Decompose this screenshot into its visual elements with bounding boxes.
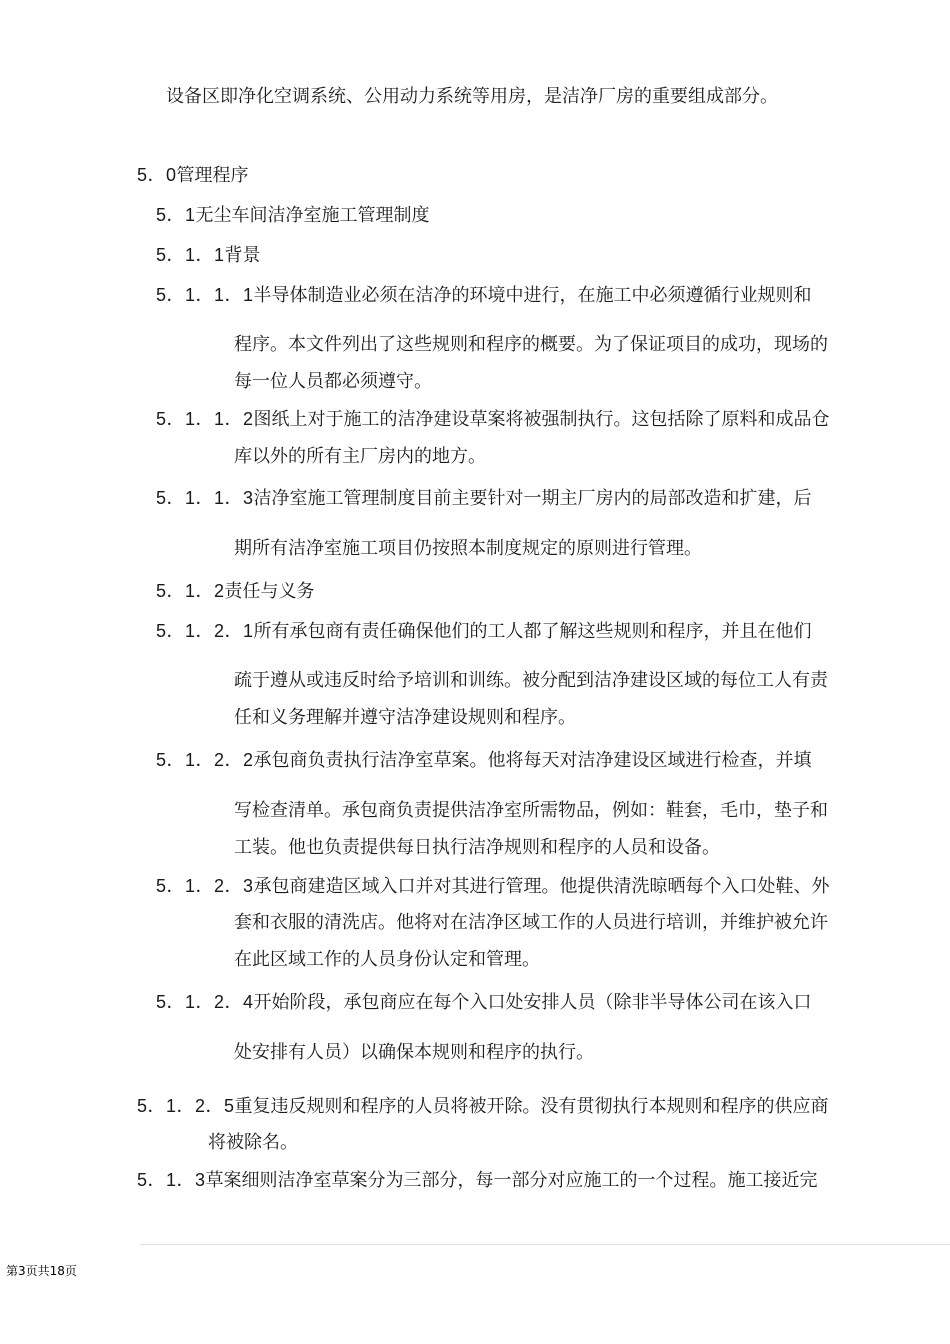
body-line: 期所有洁净室施工项目仍按照本制度规定的原则进行管理。 [234,538,702,559]
heading-5-1-1 [156,244,261,267]
paragraph-5-1-2-4 [156,991,812,1014]
section-number: 5．1．1 [156,245,225,265]
heading-5-0 [137,164,249,187]
paragraph-text: 开始阶段，承包商应在每个入口处安排人员（除非半导体公司在该入口 [253,992,812,1013]
body-line: 每一位人员都必须遵守。 [234,371,432,392]
body-line: 套和衣服的清洗店。他将对在洁净区域工作的人员进行培训，并维护被允许 [234,912,828,933]
paragraph-5-1-2-3 [156,875,830,898]
heading-5-1-3 [137,1169,818,1192]
body-line: 在此区域工作的人员身份认定和管理。 [234,949,540,970]
paragraph-text: 图纸上对于施工的洁净建设草案将被强制执行。这包括除了原料和成品仓 [253,409,830,430]
footer-divider [140,1244,950,1245]
paragraph-5-1-2-2 [156,749,812,772]
paragraph-5-1-2-5 [137,1095,829,1118]
heading-5-1 [156,204,430,227]
paragraph-text: 重复违反规则和程序的人员将被开除。没有贯彻执行本规则和程序的供应商 [234,1096,829,1117]
paragraph-text: 承包商负责执行洁净室草案。他将每天对洁净建设区域进行检查，并填 [253,750,812,771]
heading-text: 背景 [224,245,261,266]
paragraph-5-1-2-1 [156,620,812,643]
section-number: 5．1．1．2 [156,409,254,429]
body-line: 程序。本文件列出了这些规则和程序的概要。为了保证项目的成功，现场的 [234,334,828,355]
section-number: 5．0 [137,165,177,185]
body-line: 设备区即净化空调系统、公用动力系统等用房，是洁净厂房的重要组成部分。 [166,86,778,107]
heading-text: 管理程序 [176,165,249,186]
body-line: 库以外的所有主厂房内的地方。 [234,446,486,467]
section-number: 5．1．2．1 [156,621,254,641]
paragraph-text: 半导体制造业必须在洁净的环境中进行，在施工中必须遵循行业规则和 [253,285,812,306]
body-line: 将被除名。 [208,1132,298,1153]
paragraph-text: 承包商建造区域入口并对其进行管理。他提供清洗晾晒每个入口处鞋、外 [253,876,830,897]
section-number: 5．1．1．3 [156,488,254,508]
section-number: 5．1 [156,205,196,225]
body-line: 工装。他也负责提供每日执行洁净规则和程序的人员和设备。 [234,837,720,858]
section-number: 5．1．2．2 [156,750,254,770]
section-number: 5．1．1．1 [156,285,254,305]
paragraph-5-1-1-1 [156,284,812,307]
section-number: 5．1．2．3 [156,876,254,896]
body-line: 处安排有人员）以确保本规则和程序的执行。 [234,1042,594,1063]
section-number: 5．1．3 [137,1170,206,1190]
paragraph-text: 洁净室施工管理制度目前主要针对一期主厂房内的局部改造和扩建，后 [253,488,812,509]
section-number: 5．1．2 [156,581,225,601]
heading-text: 责任与义务 [224,581,315,602]
page-number: 第3页共18页 [6,1264,77,1278]
body-line: 疏于遵从或违反时给予培训和训练。被分配到洁净建设区域的每位工人有责 [234,670,828,691]
section-number: 5．1．2．4 [156,992,254,1012]
body-line: 任和义务理解并遵守洁净建设规则和程序。 [234,707,576,728]
paragraph-5-1-1-2 [156,408,830,431]
body-line: 写检查清单。承包商负责提供洁净室所需物品，例如：鞋套，毛巾，垫子和 [234,800,828,821]
paragraph-5-1-1-3 [156,487,812,510]
heading-text: 无尘车间洁净室施工管理制度 [195,205,430,226]
heading-text: 草案细则洁净室草案分为三部分，每一部分对应施工的一个过程。施工接近完 [205,1170,818,1191]
paragraph-text: 所有承包商有责任确保他们的工人都了解这些规则和程序，并且在他们 [253,621,812,642]
section-number: 5．1．2．5 [137,1096,235,1116]
heading-5-1-2 [156,580,315,603]
